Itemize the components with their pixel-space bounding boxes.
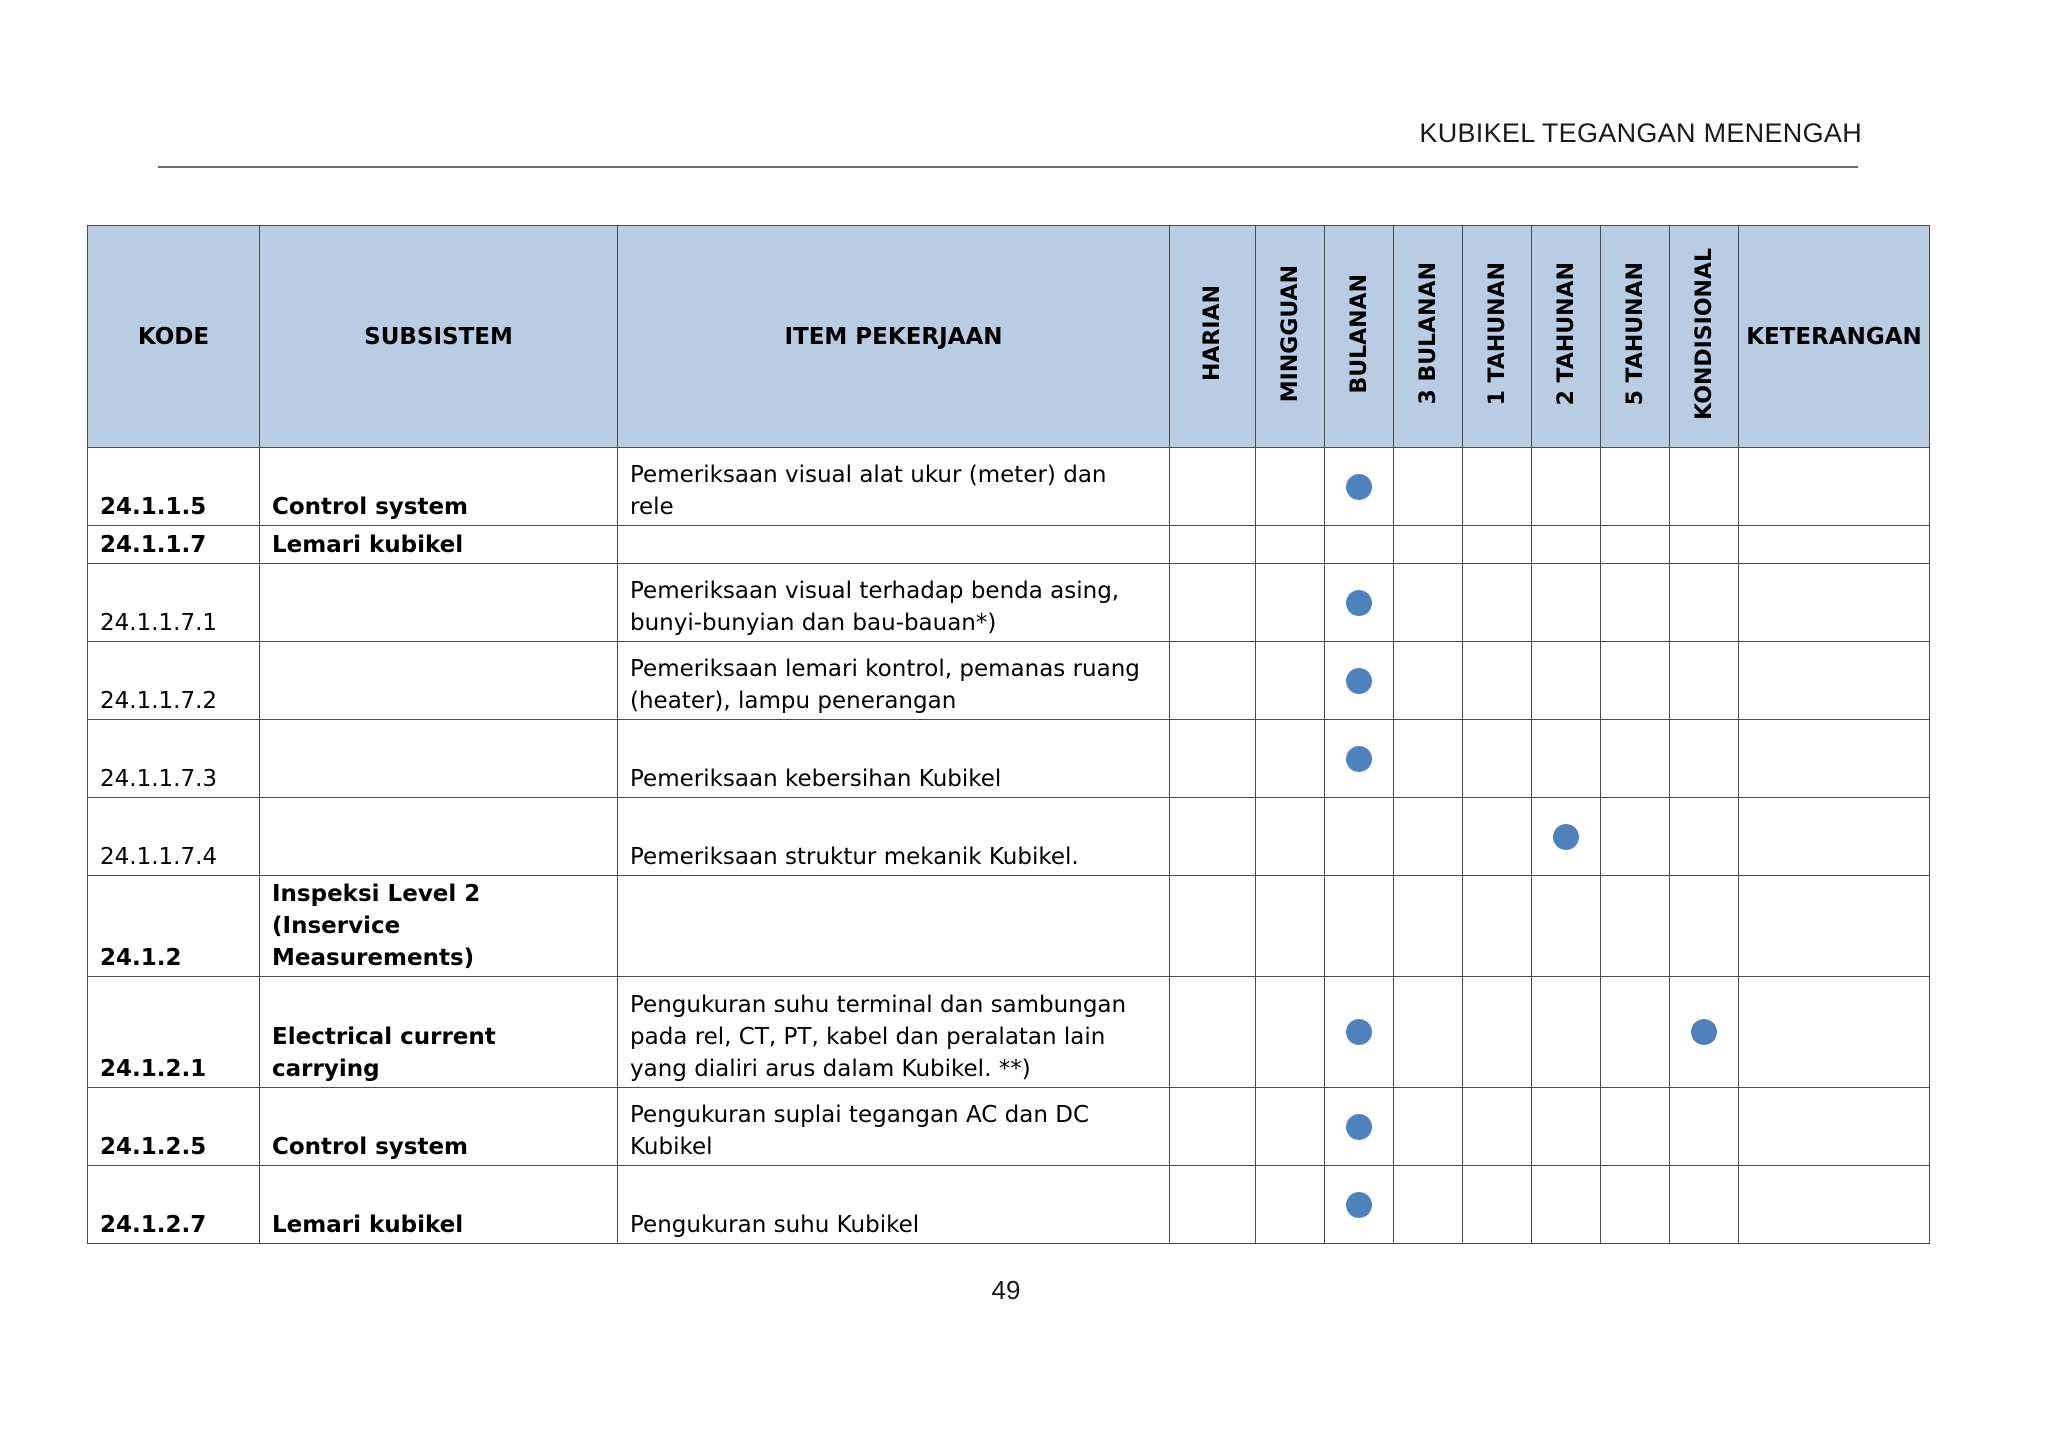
cell-harian <box>1170 798 1256 876</box>
cell-keterangan <box>1739 564 1930 642</box>
cell-kondisional <box>1670 1166 1739 1244</box>
header-kondisional: KONDISIONAL <box>1670 226 1739 448</box>
cell-bulanan <box>1325 642 1394 720</box>
cell-5-tahunan <box>1601 1088 1670 1166</box>
cell-kode: 24.1.1.7 <box>88 526 260 564</box>
cell-5-tahunan <box>1601 876 1670 977</box>
cell-kode: 24.1.1.7.2 <box>88 642 260 720</box>
cell-bulanan <box>1325 977 1394 1088</box>
cell-mingguan <box>1256 1088 1325 1166</box>
cell-mingguan <box>1256 720 1325 798</box>
page-header-title: KUBIKEL TEGANGAN MENENGAH <box>1419 118 1862 148</box>
header-kode: KODE <box>88 226 260 448</box>
cell-2-tahunan <box>1532 977 1601 1088</box>
cell-kondisional <box>1670 564 1739 642</box>
cell-kondisional <box>1670 642 1739 720</box>
cell-subsistem <box>260 642 618 720</box>
table-row <box>88 977 1930 1088</box>
maintenance-schedule-table <box>87 225 1930 1244</box>
cell-kondisional <box>1670 720 1739 798</box>
cell-bulanan <box>1325 564 1394 642</box>
cell-kode: 24.1.1.7.3 <box>88 720 260 798</box>
schedule-marker-dot <box>1346 746 1372 772</box>
header-1-tahunan: 1 TAHUNAN <box>1463 226 1532 448</box>
schedule-marker-dot <box>1346 1114 1372 1140</box>
cell-2-tahunan <box>1532 564 1601 642</box>
cell-bulanan <box>1325 526 1394 564</box>
header-mingguan: MINGGUAN <box>1256 226 1325 448</box>
cell-3-bulanan <box>1394 720 1463 798</box>
cell-harian <box>1170 720 1256 798</box>
table-row <box>88 526 1930 564</box>
cell-1-tahunan <box>1463 564 1532 642</box>
cell-3-bulanan <box>1394 448 1463 526</box>
cell-2-tahunan <box>1532 526 1601 564</box>
cell-mingguan <box>1256 876 1325 977</box>
cell-mingguan <box>1256 798 1325 876</box>
schedule-marker-dot <box>1346 1192 1372 1218</box>
cell-bulanan <box>1325 798 1394 876</box>
cell-keterangan <box>1739 1166 1930 1244</box>
cell-keterangan <box>1739 876 1930 977</box>
cell-kondisional <box>1670 977 1739 1088</box>
cell-subsistem: Inspeksi Level 2 (Inservice Measurements) <box>260 876 618 977</box>
table-row <box>88 448 1930 526</box>
cell-kondisional <box>1670 448 1739 526</box>
cell-1-tahunan <box>1463 1166 1532 1244</box>
cell-5-tahunan <box>1601 1166 1670 1244</box>
cell-harian <box>1170 564 1256 642</box>
cell-1-tahunan <box>1463 448 1532 526</box>
cell-2-tahunan <box>1532 642 1601 720</box>
cell-bulanan <box>1325 876 1394 977</box>
cell-1-tahunan <box>1463 720 1532 798</box>
cell-3-bulanan <box>1394 642 1463 720</box>
table-header-row <box>88 226 1930 448</box>
cell-5-tahunan <box>1601 564 1670 642</box>
cell-3-bulanan <box>1394 564 1463 642</box>
cell-1-tahunan <box>1463 977 1532 1088</box>
cell-5-tahunan <box>1601 798 1670 876</box>
header-divider <box>158 166 1858 168</box>
cell-5-tahunan <box>1601 720 1670 798</box>
cell-keterangan <box>1739 977 1930 1088</box>
cell-kode: 24.1.1.7.1 <box>88 564 260 642</box>
cell-kondisional <box>1670 526 1739 564</box>
header-bulanan: BULANAN <box>1325 226 1394 448</box>
cell-3-bulanan <box>1394 1166 1463 1244</box>
cell-kondisional <box>1670 798 1739 876</box>
cell-kode: 24.1.2.5 <box>88 1088 260 1166</box>
cell-subsistem <box>260 798 618 876</box>
cell-5-tahunan <box>1601 448 1670 526</box>
cell-2-tahunan <box>1532 720 1601 798</box>
schedule-marker-dot <box>1346 590 1372 616</box>
table-row <box>88 720 1930 798</box>
cell-item-pekerjaan: Pengukuran suhu Kubikel <box>618 1166 1170 1244</box>
cell-harian <box>1170 1088 1256 1166</box>
cell-bulanan <box>1325 720 1394 798</box>
cell-2-tahunan <box>1532 1088 1601 1166</box>
cell-subsistem: Lemari kubikel <box>260 1166 618 1244</box>
page-number: 49 <box>991 1275 1021 1305</box>
cell-subsistem: Control system <box>260 1088 618 1166</box>
cell-item-pekerjaan: Pemeriksaan visual alat ukur (meter) dan rele <box>618 448 1170 526</box>
cell-item-pekerjaan <box>618 526 1170 564</box>
cell-3-bulanan <box>1394 876 1463 977</box>
cell-kode: 24.1.1.7.4 <box>88 798 260 876</box>
cell-harian <box>1170 526 1256 564</box>
cell-1-tahunan <box>1463 526 1532 564</box>
cell-keterangan <box>1739 1088 1930 1166</box>
cell-item-pekerjaan <box>618 876 1170 977</box>
cell-kode: 24.1.2.7 <box>88 1166 260 1244</box>
cell-kode: 24.1.2 <box>88 876 260 977</box>
cell-1-tahunan <box>1463 876 1532 977</box>
cell-item-pekerjaan: Pemeriksaan kebersihan Kubikel <box>618 720 1170 798</box>
schedule-marker-dot <box>1346 668 1372 694</box>
cell-5-tahunan <box>1601 642 1670 720</box>
schedule-marker-dot <box>1553 824 1579 850</box>
header-3-bulanan: 3 BULANAN <box>1394 226 1463 448</box>
cell-3-bulanan <box>1394 977 1463 1088</box>
cell-bulanan <box>1325 1088 1394 1166</box>
table-row <box>88 798 1930 876</box>
cell-keterangan <box>1739 798 1930 876</box>
cell-item-pekerjaan: Pengukuran suhu terminal dan sambungan pada rel, CT, PT, kabel dan peralatan lain yang dialiri arus dalam Kubikel. **) <box>618 977 1170 1088</box>
cell-subsistem: Control system <box>260 448 618 526</box>
cell-harian <box>1170 642 1256 720</box>
cell-2-tahunan <box>1532 448 1601 526</box>
cell-keterangan <box>1739 642 1930 720</box>
cell-mingguan <box>1256 977 1325 1088</box>
cell-kondisional <box>1670 1088 1739 1166</box>
cell-kondisional <box>1670 876 1739 977</box>
table-row <box>88 876 1930 977</box>
cell-bulanan <box>1325 1166 1394 1244</box>
table-row <box>88 1166 1930 1244</box>
cell-mingguan <box>1256 642 1325 720</box>
cell-item-pekerjaan: Pengukuran suplai tegangan AC dan DC Kubikel <box>618 1088 1170 1166</box>
cell-2-tahunan <box>1532 876 1601 977</box>
cell-harian <box>1170 977 1256 1088</box>
cell-kode: 24.1.2.1 <box>88 977 260 1088</box>
cell-item-pekerjaan: Pemeriksaan visual terhadap benda asing, bunyi-bunyian dan bau-bauan*) <box>618 564 1170 642</box>
cell-harian <box>1170 1166 1256 1244</box>
cell-3-bulanan <box>1394 798 1463 876</box>
cell-kode: 24.1.1.5 <box>88 448 260 526</box>
cell-keterangan <box>1739 526 1930 564</box>
cell-keterangan <box>1739 720 1930 798</box>
cell-mingguan <box>1256 1166 1325 1244</box>
cell-mingguan <box>1256 564 1325 642</box>
table-row <box>88 1088 1930 1166</box>
header-2-tahunan: 2 TAHUNAN <box>1532 226 1601 448</box>
cell-3-bulanan <box>1394 1088 1463 1166</box>
schedule-marker-dot <box>1346 1019 1372 1045</box>
schedule-marker-dot <box>1691 1019 1717 1045</box>
cell-1-tahunan <box>1463 1088 1532 1166</box>
schedule-marker-dot <box>1346 474 1372 500</box>
cell-5-tahunan <box>1601 526 1670 564</box>
table-row <box>88 564 1930 642</box>
cell-subsistem <box>260 564 618 642</box>
table-row <box>88 642 1930 720</box>
cell-harian <box>1170 876 1256 977</box>
header-5-tahunan: 5 TAHUNAN <box>1601 226 1670 448</box>
cell-subsistem: Lemari kubikel <box>260 526 618 564</box>
cell-harian <box>1170 448 1256 526</box>
cell-3-bulanan <box>1394 526 1463 564</box>
cell-mingguan <box>1256 448 1325 526</box>
cell-5-tahunan <box>1601 977 1670 1088</box>
cell-2-tahunan <box>1532 798 1601 876</box>
header-harian: HARIAN <box>1170 226 1256 448</box>
cell-subsistem: Electrical current carrying <box>260 977 618 1088</box>
cell-item-pekerjaan: Pemeriksaan lemari kontrol, pemanas ruang (heater), lampu penerangan <box>618 642 1170 720</box>
cell-1-tahunan <box>1463 798 1532 876</box>
header-keterangan: KETERANGAN <box>1739 226 1930 448</box>
cell-item-pekerjaan: Pemeriksaan struktur mekanik Kubikel. <box>618 798 1170 876</box>
cell-bulanan <box>1325 448 1394 526</box>
header-item-pekerjaan: ITEM PEKERJAAN <box>618 226 1170 448</box>
cell-mingguan <box>1256 526 1325 564</box>
header-subsistem: SUBSISTEM <box>260 226 618 448</box>
cell-1-tahunan <box>1463 642 1532 720</box>
cell-subsistem <box>260 720 618 798</box>
cell-keterangan <box>1739 448 1930 526</box>
cell-2-tahunan <box>1532 1166 1601 1244</box>
